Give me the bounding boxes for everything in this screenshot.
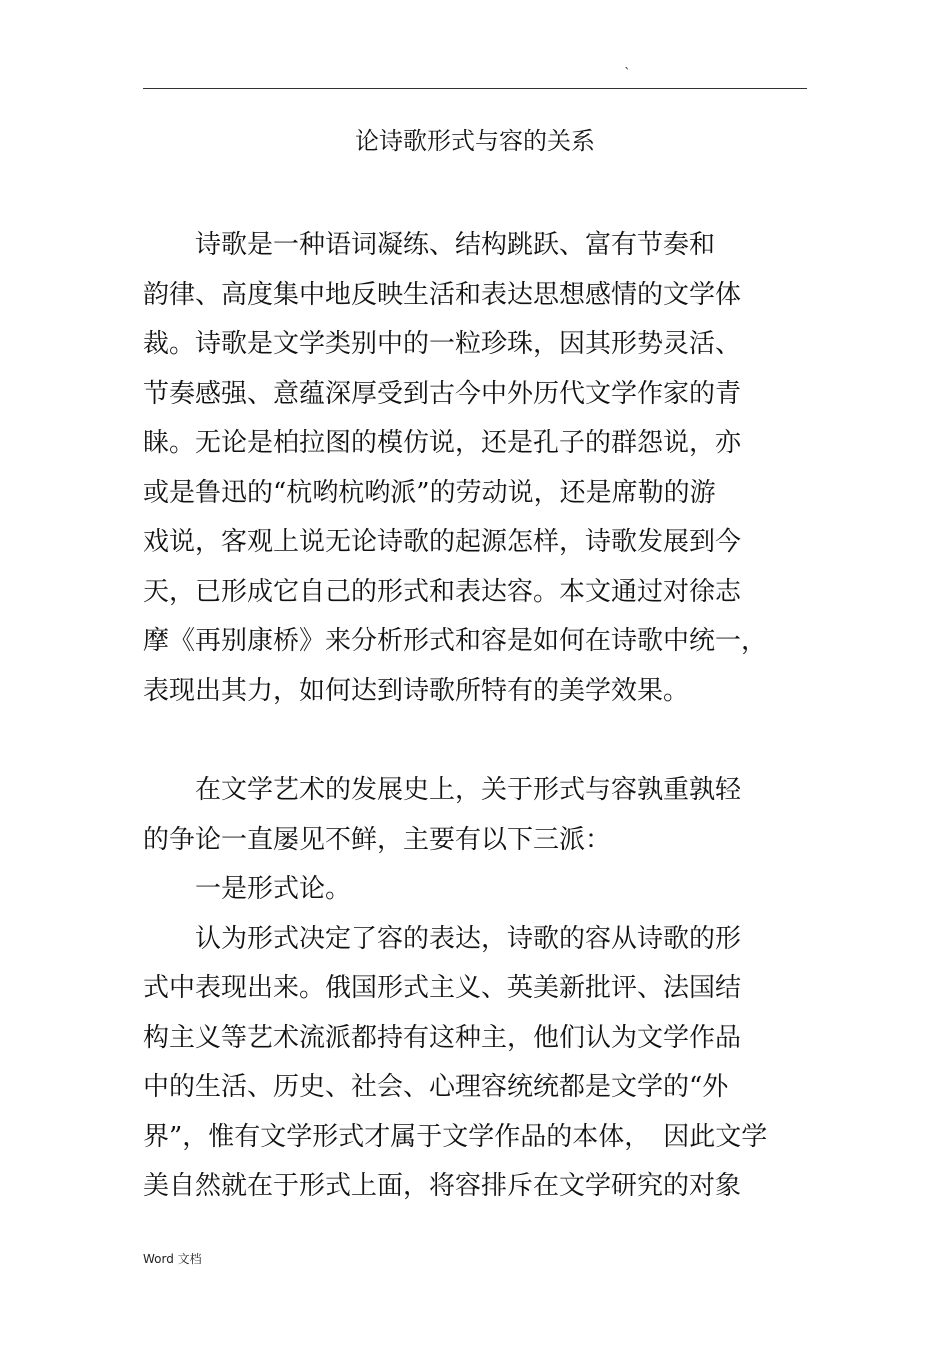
document-title: 论诗歌形式与容的关系 <box>355 127 595 155</box>
text-line: 摩《再别康桥》来分析形式和容是如何在诗歌中统一， <box>143 626 768 656</box>
paragraph-debate <box>143 766 807 1212</box>
text-line: 节奏感强、意蕴深厚受到古今中外历代文学作家的青 <box>143 378 742 409</box>
text-line: 诗歌是一种语词凝练、结构跳跃、富有节奏和 <box>143 230 716 260</box>
text-line: 表现出其力，如何达到诗歌所特有的美学效果。 <box>143 675 690 706</box>
text-line: 韵律、高度集中地反映生活和表达思想感情的文学体 <box>143 279 742 310</box>
text-line: 在文学艺术的发展史上，关于形式与容孰重孰轻 <box>143 775 742 805</box>
text-line: 中的生活、历史、社会、心理容统统都是文学的“外 <box>143 1072 729 1102</box>
text-line: 界”，惟有文学形式才属于文学作品的本体， 因此文学 <box>143 1121 768 1152</box>
paragraph-introduction <box>143 221 807 716</box>
text-line: 天，已形成它自己的形式和表达容。本文通过对徐志 <box>143 576 742 607</box>
text-line: 认为形式决定了容的表达，诗歌的容从诗歌的形 <box>143 923 742 954</box>
text-line: 一是形式论。 <box>143 874 352 904</box>
text-line: 美自然就在于形式上面，将容排斥在文学研究的对象 <box>143 1171 742 1201</box>
text-line: 睐。无论是柏拉图的模仿说，还是孔子的群怨说，亦 <box>143 428 742 458</box>
header-mark: ` <box>624 66 631 82</box>
header-divider <box>143 88 807 89</box>
text-line: 构主义等艺术流派都持有这种主，他们认为文学作品 <box>143 1022 742 1053</box>
text-line: 的争论一直屡见不鲜，主要有以下三派： <box>143 824 612 855</box>
text-line: 或是鲁迅的“杭哟杭哟派”的劳动说，还是席勒的游 <box>143 477 716 508</box>
text-line: 裁。诗歌是文学类别中的一粒珍珠，因其形势灵活、 <box>143 329 742 359</box>
text-line: 戏说，客观上说无论诗歌的起源怎样，诗歌发展到今 <box>143 527 742 557</box>
text-line: 式中表现出来。俄国形式主义、英美新批评、法国结 <box>143 973 742 1003</box>
footer-label: Word 文档 <box>143 1252 202 1266</box>
